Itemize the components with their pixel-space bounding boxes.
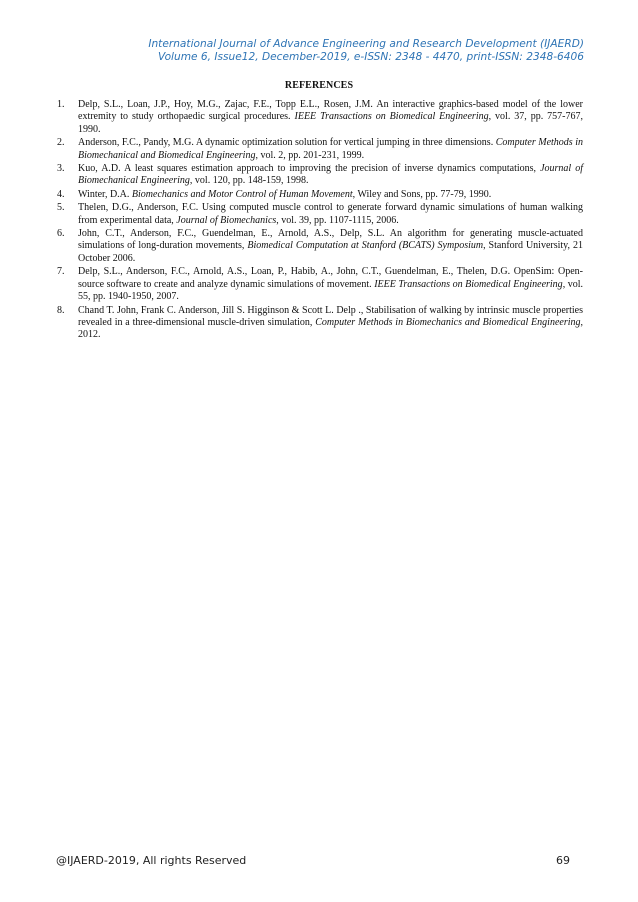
- reference-item: [57, 202, 583, 227]
- reference-venue: Computer Methods in Biomechanics and Biomedical Engineering: [315, 316, 581, 328]
- reference-text: Thelen, D.G., Anderson, F.C. Using computed muscle control to generate forward dynamic simulations of human walking from experimental data,: [78, 202, 583, 226]
- reference-venue: Journal of Biomechanical Engineering: [78, 163, 583, 187]
- reference-item: [57, 305, 583, 342]
- reference-item: [57, 189, 583, 201]
- reference-item: [57, 99, 583, 136]
- reference-item: [57, 137, 583, 162]
- reference-venue: Biomechanics and Motor Control of Human Movement: [131, 188, 353, 200]
- reference-text: Delp, S.L., Anderson, F.C., Arnold, A.S., Loan, P., Habib, A., John, C.T., Guendelman, E., Thelen, D.G. OpenSim: Open-source software to create and analyze dynamic simulations of movement.: [78, 266, 583, 290]
- reference-details: , vol. 37, pp. 757-767, 1990.: [78, 111, 584, 135]
- reference-venue: Computer Methods in Biomechanical and Biomedical Engineering: [78, 137, 583, 161]
- reference-venue: IEEE Transactions on Biomedical Engineering: [374, 278, 563, 290]
- reference-number: 3.: [57, 163, 65, 175]
- reference-details: , vol. 2, pp. 201-231, 1999.: [255, 149, 365, 161]
- reference-number: 2.: [57, 137, 65, 149]
- reference-venue: IEEE Transactions on Biomedical Engineering: [294, 111, 489, 123]
- reference-item: [57, 266, 583, 303]
- reference-list: [57, 99, 583, 343]
- reference-number: 4.: [57, 188, 65, 200]
- reference-number: 8.: [57, 304, 65, 316]
- footer-copyright: @IJAERD-2019, All rights Reserved: [56, 854, 247, 867]
- page-number: 69: [556, 854, 570, 867]
- reference-number: 7.: [57, 266, 65, 278]
- reference-details: , 2012.: [78, 316, 583, 341]
- reference-text: John, C.T., Anderson, F.C., Guendelman, E., Arnold, A.S., Delp, S.L. An algorithm for generating muscle-actuated simulations of long-duration movements,: [78, 228, 583, 252]
- reference-venue: Journal of Biomechanics: [176, 214, 277, 226]
- reference-details: , Wiley and Sons, pp. 77-79, 1990.: [352, 188, 492, 200]
- reference-number: 5.: [57, 202, 65, 214]
- reference-venue: Biomedical Computation at Stanford (BCATS) Symposium: [247, 240, 484, 252]
- reference-details: , Stanford University, 21 October 2006.: [78, 240, 583, 264]
- reference-details: , vol. 55, pp. 1940-1950, 2007.: [78, 278, 584, 303]
- reference-text: Kuo, A.D. A least squares estimation approach to improving the precision of inverse dynamics computations,: [78, 163, 541, 175]
- journal-title-line: International Journal of Advance Engineering and Research Development (IJAERD): [148, 38, 584, 50]
- section-title: REFERENCES: [284, 80, 354, 91]
- journal-header: [60, 38, 584, 64]
- reference-text: Winter, D.A.: [78, 188, 132, 200]
- journal-issue-line: Volume 6, Issue12, December-2019, e-ISSN: 2348 - 4470, print-ISSN: 2348-6406: [157, 51, 584, 63]
- reference-number: 6.: [57, 228, 65, 240]
- reference-details: , vol. 120, pp. 148-159, 1998.: [189, 175, 309, 187]
- reference-text: Delp, S.L., Loan, J.P., Hoy, M.G., Zajac, F.E., Topp E.L., Rosen, J.M. An interactive graphics-based model of the lower extremity to study orthopaedic surgical procedures.: [78, 99, 583, 123]
- reference-item: [57, 163, 583, 188]
- reference-details: , vol. 39, pp. 1107-1115, 2006.: [276, 214, 399, 226]
- reference-item: [57, 228, 583, 265]
- reference-text: Anderson, F.C., Pandy, M.G. A dynamic optimization solution for vertical jumping in three dimensions.: [78, 137, 496, 149]
- reference-text: Chand T. John, Frank C. Anderson, Jill S. Higginson & Scott L. Delp ., Stabilisation of walking by intrinsic muscle properties revealed in a three-dimensional muscle-driven simulation,: [78, 304, 583, 328]
- reference-number: 1.: [57, 99, 65, 110]
